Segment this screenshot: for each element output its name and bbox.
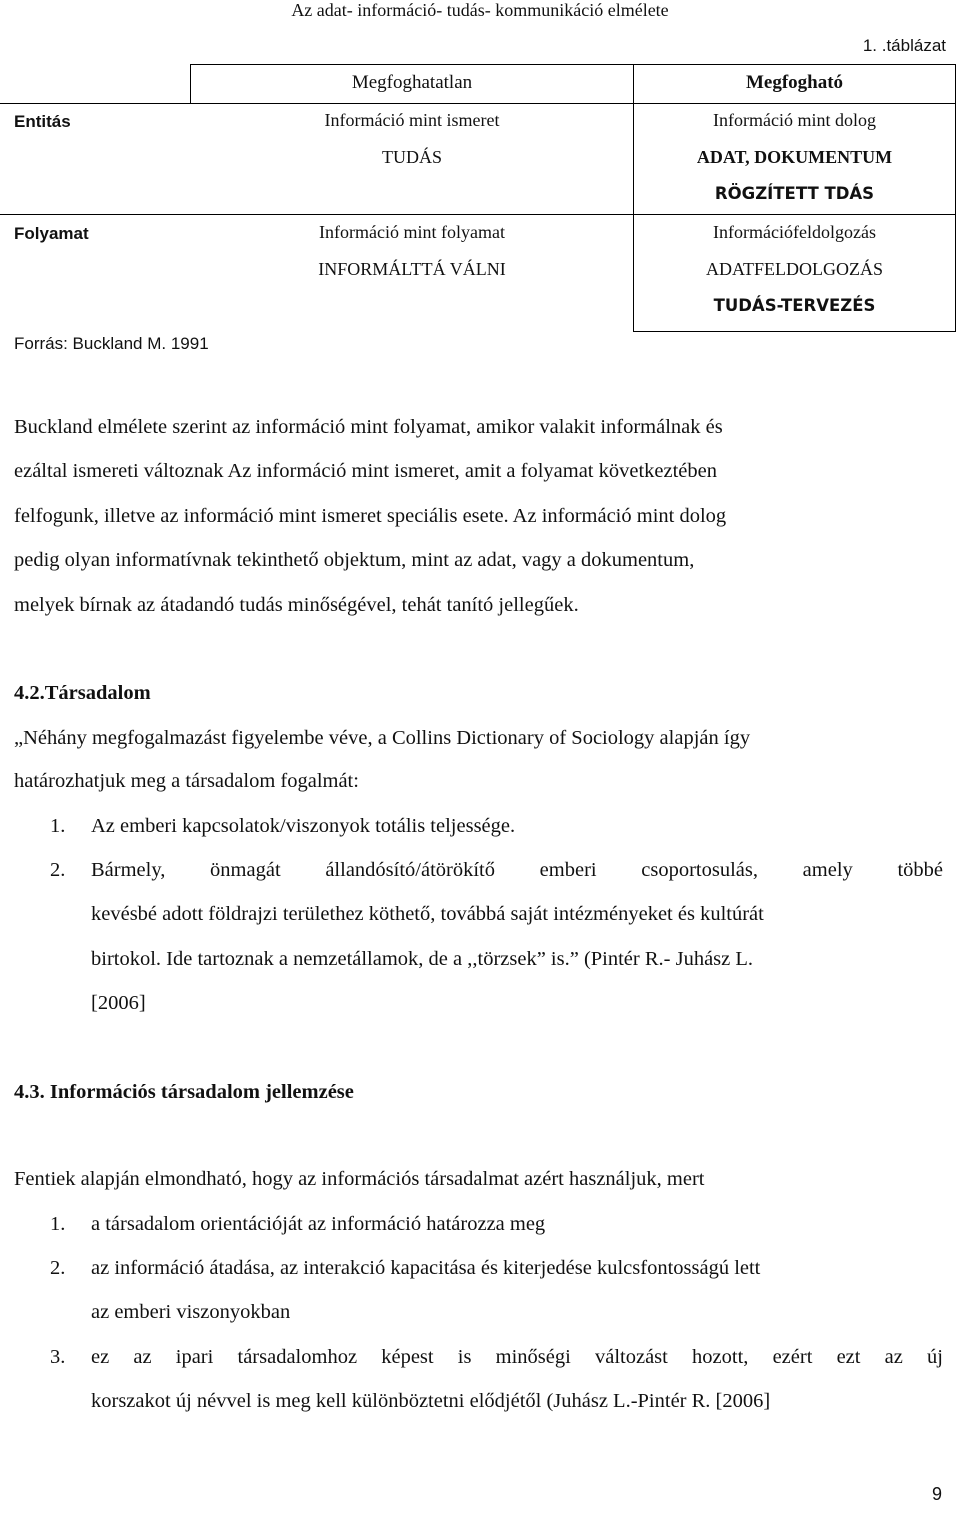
cell-entity-left-1: Információ mint ismeret [324,110,500,130]
list-item-line: az információ átadása, az interakció kapacitása és kiterjedése kulcsfontosságú lett [91,1257,761,1279]
list-item-line: kevésbé adott földrajzi területhez köthető, továbbá saját intézményeket és kultúrát [91,903,764,925]
col-header-tangible: Megfogható [745,72,844,93]
quote-line: határozhatjuk meg a társadalom fogalmát: [14,770,359,792]
cell-entity-right-3: RÖGZÍTETT TDÁS [714,184,875,203]
cell-process-right-2: ADATFELDOLGOZÁS [706,259,883,279]
list-item-line: korszakot új névvel is meg kell különböztetni elődjétől (Juhász L.-Pintér R. [2006] [91,1390,771,1412]
list-number: 1. [50,1213,66,1235]
list-number: 2. [50,1257,66,1279]
cell-entity-right-1: Információ mint dolog [713,110,876,130]
col-header-intangible: Megfoghatatlan [351,72,473,93]
list-number: 1. [50,815,66,837]
paragraph-line: felfogunk, illetve az információ mint ismeret speciális esete. Az információ mint dolog [14,505,727,527]
cell-process-left-1: Információ mint folyamat [319,222,505,242]
list-number: 2. [50,859,66,881]
cell-process-right-3: TUDÁS-TERVEZÉS [713,296,876,315]
cell-process-left-2: INFORMÁLTTÁ VÁLNI [318,259,506,279]
list-item-line: Az emberi kapcsolatok/viszonyok totális teljessége. [91,815,516,837]
row-label-process: Folyamat [14,224,89,243]
list-item-line: a társadalom orientációját az információ határozza meg [91,1213,546,1235]
paragraph-line: melyek bírnak az átadandó tudás minőségével, tehát tanító jellegűek. [14,594,579,616]
list-item-line: az emberi viszonyokban [91,1301,291,1323]
list-item-line: ez az ipari társadalomhoz képest is minőségi változást hozott, ezért ezt az új [91,1346,943,1368]
list-item-line: [2006] [91,992,146,1014]
paragraph-line: Fentiek alapján elmondható, hogy az információs társadalmat azért használjuk, mert [14,1168,705,1190]
running-header-title: Az adat- információ- tudás- kommunikáció elmélete [291,0,669,20]
list-number: 3. [50,1346,66,1368]
cell-process-right-1: Információfeldolgozás [713,222,876,242]
section-heading-4-3: 4.3. Információs társadalom jellemzése [14,1081,354,1103]
cell-entity-left-2: TUDÁS [381,147,442,167]
page-number: 9 [931,1484,942,1504]
list-item-line: Bármely, önmagát állandósító/átörökítő emberi csoportosulás, amely többé [91,859,943,881]
quote-line: „Néhány megfogalmazást figyelembe véve, a Collins Dictionary of Sociology alapján így [14,727,751,749]
paragraph-line: Buckland elmélete szerint az információ mint folyamat, amikor valakit informálnak és [14,416,723,438]
section-heading-4-2: 4.2.Társadalom [14,682,151,704]
table-caption: 1. .táblázat [862,36,946,55]
table-source: Forrás: Buckland M. 1991 [14,334,209,353]
list-item-line: birtokol. Ide tartoznak a nemzetállamok, de a ,,törzsek” is.” (Pintér R.- Juhász L. [91,948,754,970]
paragraph-line: ezáltal ismereti változnak Az információ mint ismeret, amit a folyamat következtében [14,460,717,482]
row-label-entity: Entitás [14,112,71,131]
paragraph-line: pedig olyan informatívnak tekinthető objektum, mint az adat, vagy a dokumentum, [14,549,695,571]
cell-entity-right-2: ADAT, DOKUMENTUM [696,147,893,167]
